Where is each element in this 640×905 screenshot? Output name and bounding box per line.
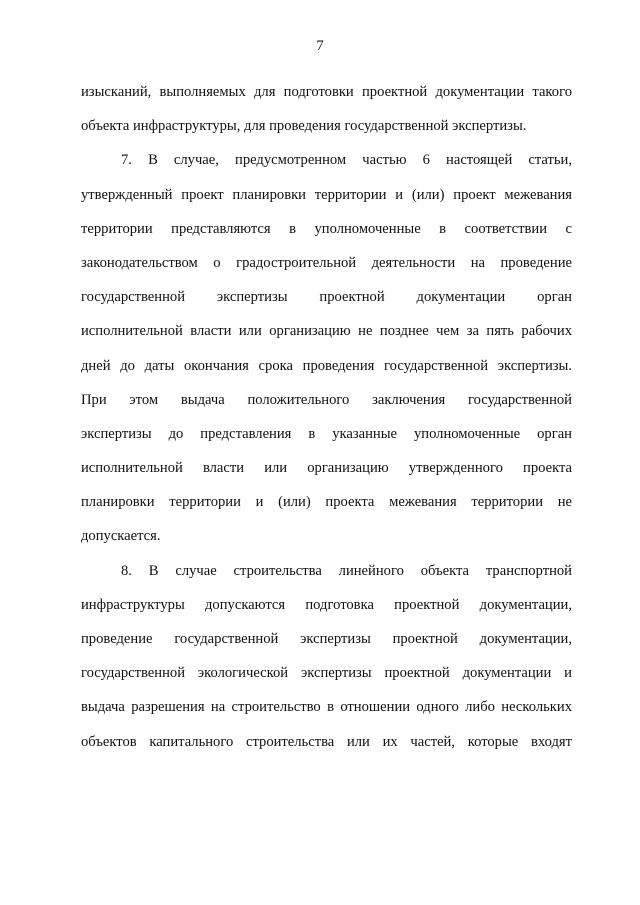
text-line: государственной экспертизы проектной документации орган [81,289,572,306]
text-line: государственной экологической экспертизы проектной документации и [81,665,572,682]
text-line: экспертизы до представления в указанные уполномоченные орган [81,425,572,442]
body-text [81,75,572,759]
text-line: объектов капитального строительства или их частей, которые входят [81,733,572,750]
text-line: выдача разрешения на строительство в отношении одного либо нескольких [81,699,572,716]
text-line: При этом выдача положительного заключения государственной [81,391,572,408]
text-line: инфраструктуры допускаются подготовка проектной документации, [81,596,572,613]
text-line: исполнительной власти или организацию не позднее чем за пять рабочих [81,323,572,340]
text-line: дней до даты окончания срока проведения государственной экспертизы. [81,357,572,374]
paragraph-7-first-line: 7. В случае, предусмотренном частью 6 настоящей статьи, [121,152,572,169]
text-line: территории представляются в уполномоченные в соответствии с [81,220,572,237]
text-line: проведение государственной экспертизы проектной документации, [81,631,572,647]
text-line: допускается. [81,528,161,545]
paragraph-8-first-line: 8. В случае строительства линейного объекта транспортной [121,562,572,579]
text-line: объекта инфраструктуры, для проведения государственной экспертизы. [81,118,527,135]
page-number: 7 [316,38,324,54]
text-line: утвержденный проект планировки территории и (или) проект межевания [81,186,572,203]
text-line: планировки территории и (или) проекта межевания территории не [81,494,572,511]
text-line: изысканий, выполняемых для подготовки проектной документации такого [81,84,572,100]
text-line: законодательством о градостроительной деятельности на проведение [81,254,572,271]
text-line: исполнительной власти или организацию утвержденного проекта [81,460,572,477]
